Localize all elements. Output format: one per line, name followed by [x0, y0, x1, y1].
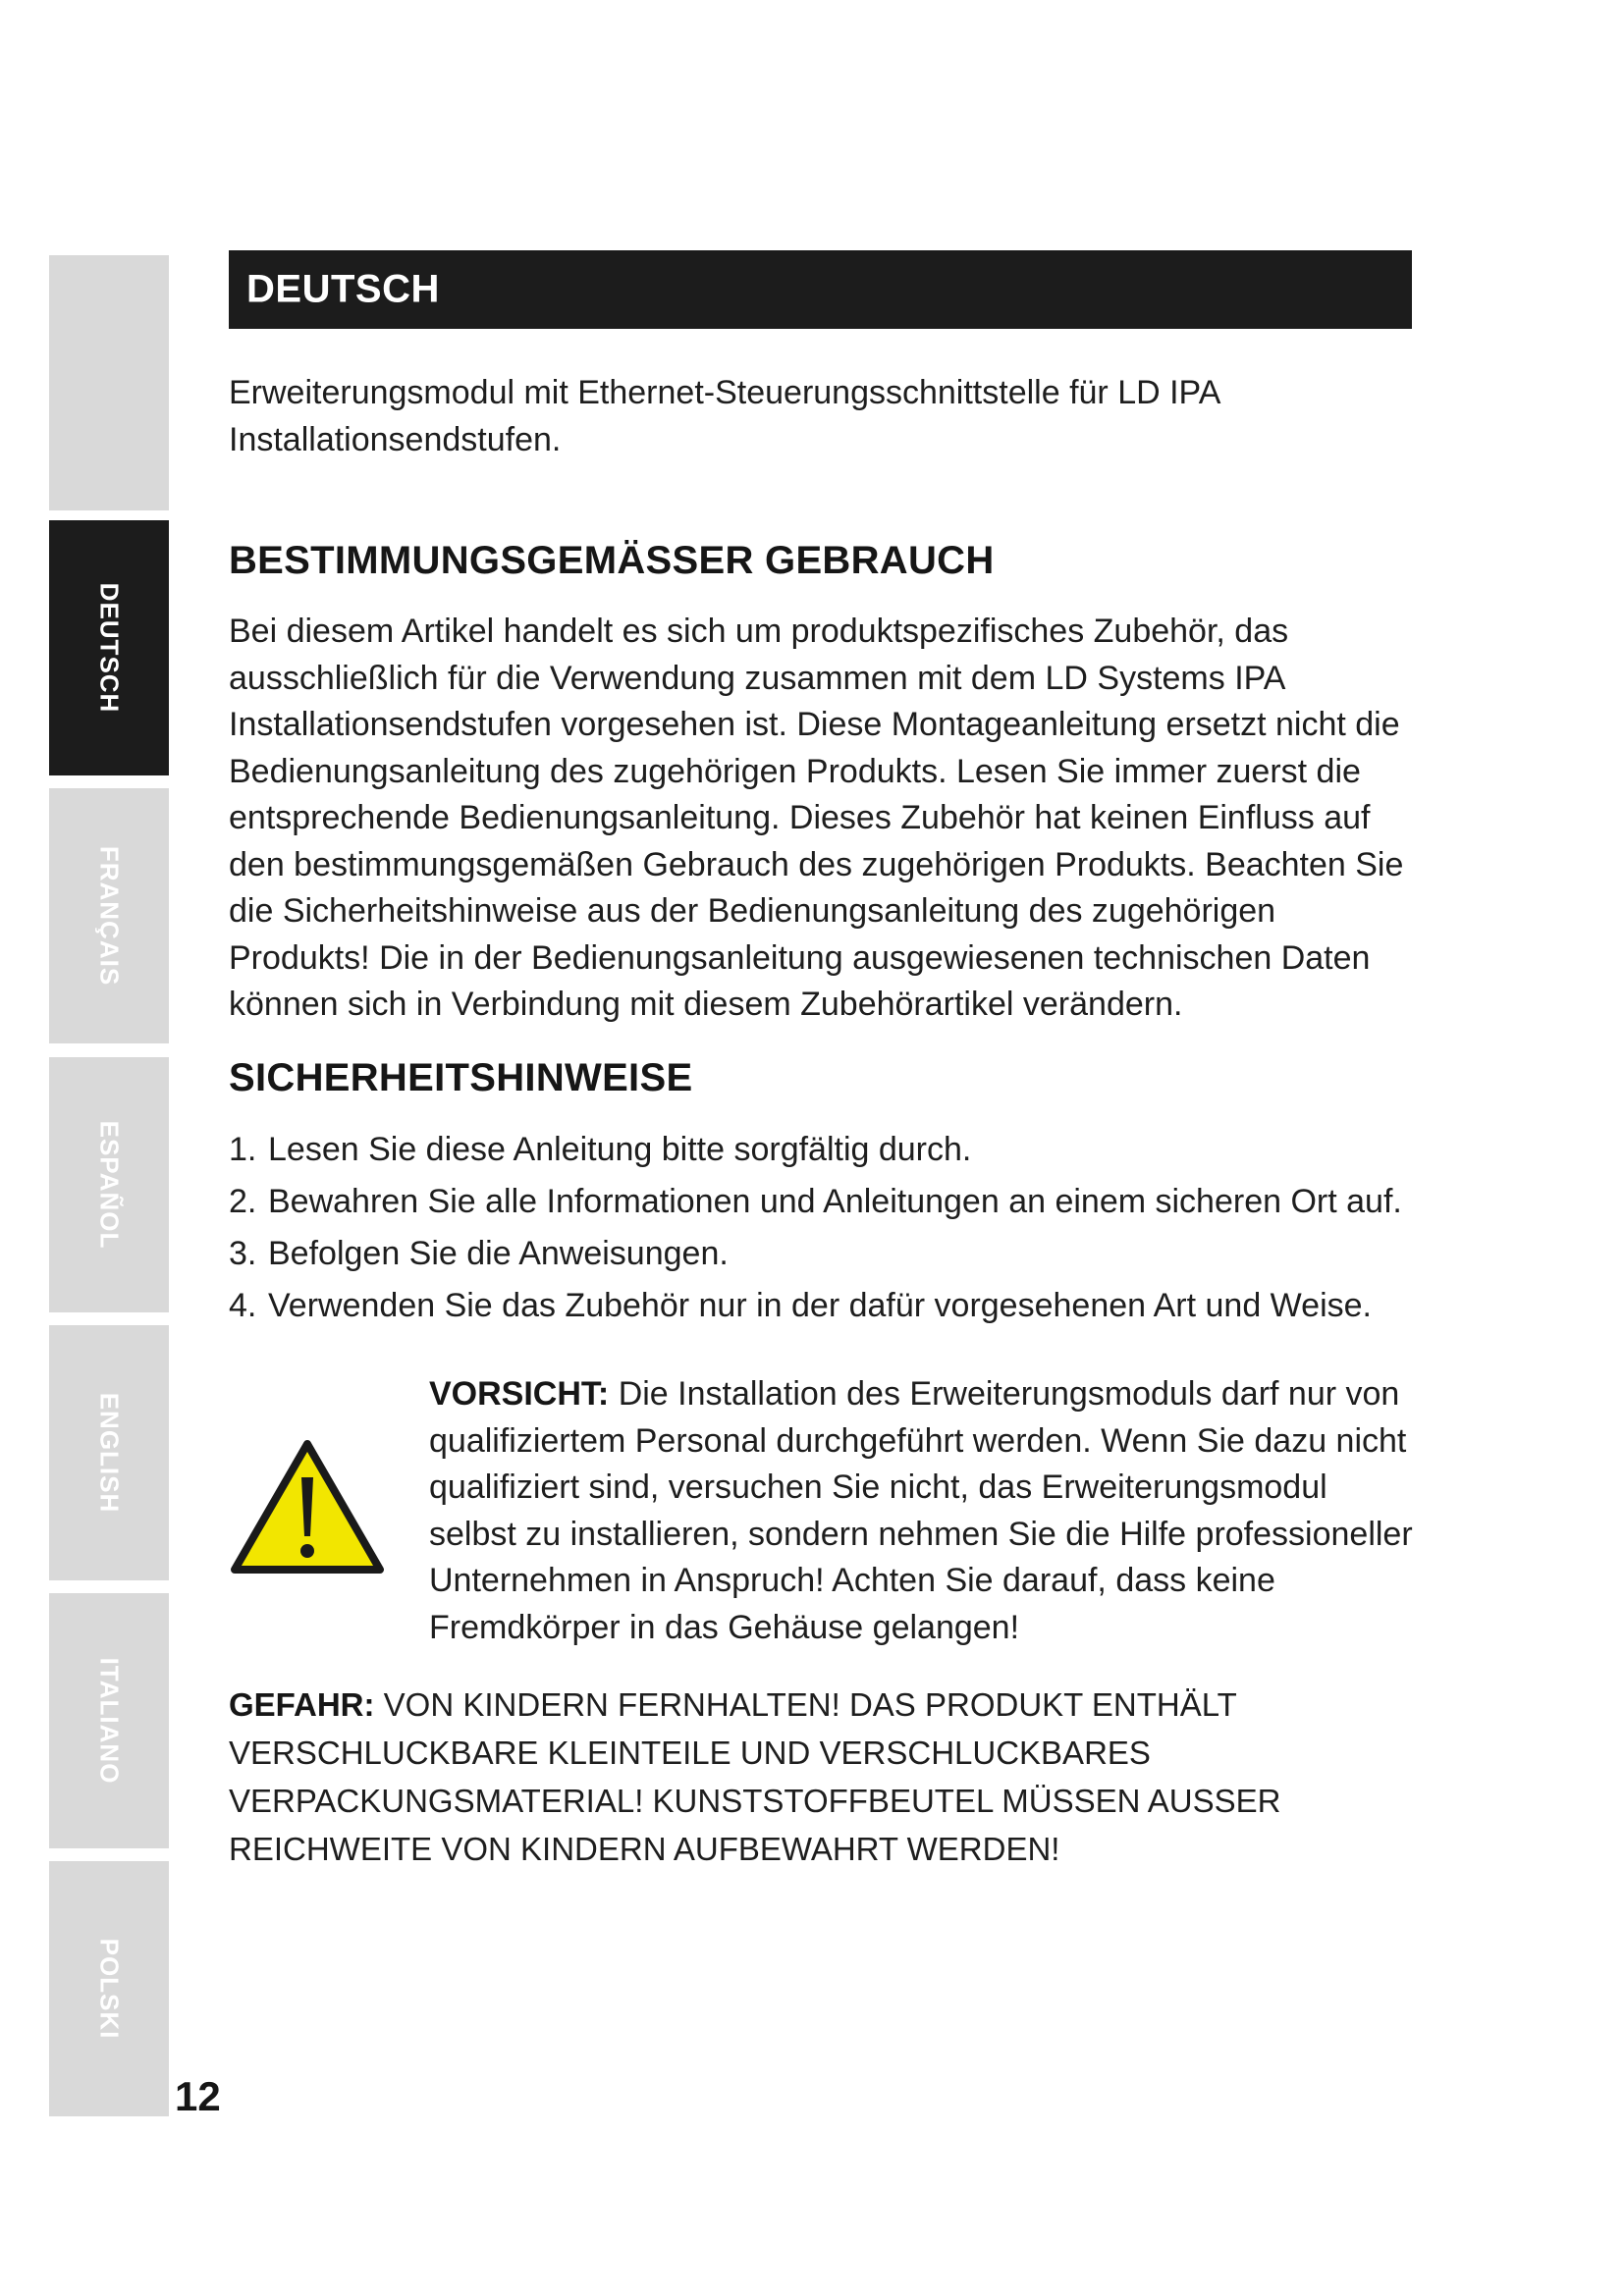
- safety-list: [229, 1124, 1417, 1332]
- caution-text: [429, 1371, 1421, 1651]
- caution-body: Die Installation des Erweiterungsmoduls darf nur von qualifiziertem Personal durchgeführt werden. Wenn Sie dazu nicht qualifiziert sind, versuchen Sie nicht, das Erweiterungsmodul selbst zu installieren, sondern nehmen Sie die Hilfe professioneller Unternehmen in Anspruch! Achten Sie darauf, dass keine Fremdkörper in das Gehäuse gelangen!: [429, 1375, 1413, 1646]
- intro-text: Erweiterungsmodul mit Ethernet-Steuerungsschnittstelle für LD IPA Installationsendstufen.: [229, 374, 1219, 458]
- danger-text: [229, 1681, 1422, 1873]
- page-title: DEUTSCH: [246, 267, 440, 311]
- language-tab-english[interactable]: [49, 1325, 169, 1580]
- list-item-number: 4.: [229, 1287, 257, 1324]
- language-tab-polski[interactable]: [49, 1861, 169, 2116]
- caution-label: VORSICHT:: [429, 1375, 610, 1413]
- language-tab-label: DEUTSCH: [94, 582, 125, 714]
- page-number: 12: [175, 2073, 221, 2119]
- language-tab-label: ENGLISH: [94, 1392, 125, 1514]
- language-tab-italiano[interactable]: [49, 1593, 169, 1848]
- danger-body: VON KINDERN FERNHALTEN! DAS PRODUKT ENTHÄLT VERSCHLUCKBARE KLEINTEILE UND VERSCHLUCKBARES VERPACKUNGSMATERIAL! KUNSTSTOFFBEUTEL MÜSSEN AUSSER REICHWEITE VON KINDERN AUFBEWAHRT WERDEN!: [229, 1686, 1281, 1867]
- list-item-text: Befolgen Sie die Anweisungen.: [268, 1235, 729, 1272]
- language-tab-label: ITALIANO: [94, 1657, 125, 1785]
- language-tab-label: POLSKI: [94, 1938, 125, 2040]
- list-item-text: Bewahren Sie alle Informationen und Anleitungen an einem sicheren Ort auf.: [268, 1183, 1402, 1220]
- intended-use-body: Bei diesem Artikel handelt es sich um produktspezifisches Zubehör, das ausschließlich für die Verwendung zusammen mit dem LD Systems IPA Installationsendstufen vorgesehen ist. Diese Montageanleitung ersetzt nicht die Bedienungsanleitung des zugehörigen Produkts. Lesen Sie immer zuerst die entsprechende Bedienungsanleitung. Dieses Zubehör hat keinen Einfluss auf den bestimmungsgemäßen Gebrauch des zugehörigen Produkts. Beachten Sie die Sicherheitshinweise aus der Bedienungsanleitung des zugehörigen Produkts! Die in der Bedienungsanleitung ausgewiesenen technischen Daten können sich in Verbindung mit diesem Zubehörartikel verändern.: [229, 613, 1404, 1023]
- language-tab-label: ESPAÑOL: [94, 1120, 125, 1250]
- warning-triangle-icon: [229, 1438, 386, 1575]
- list-item: [229, 1280, 1417, 1332]
- language-tab-francais[interactable]: [49, 788, 169, 1043]
- list-item-text: Lesen Sie diese Anleitung bitte sorgfältig durch.: [268, 1131, 972, 1168]
- list-item-number: 2.: [229, 1183, 257, 1220]
- intended-use-heading: BESTIMMUNGSGEMÄSSER GEBRAUCH: [229, 539, 995, 582]
- language-tab-espanol[interactable]: [49, 1057, 169, 1312]
- section-header-bar: [229, 250, 1412, 329]
- list-item-number: 3.: [229, 1235, 257, 1272]
- list-item-text: Verwenden Sie das Zubehör nur in der dafür vorgesehenen Art und Weise.: [268, 1287, 1372, 1324]
- danger-label: GEFAHR:: [229, 1686, 375, 1723]
- list-item: [229, 1176, 1417, 1228]
- list-item-number: 1.: [229, 1131, 257, 1168]
- list-item: [229, 1124, 1417, 1176]
- language-tab-label: FRANÇAIS: [94, 845, 125, 987]
- language-tab-blank[interactable]: [49, 255, 169, 510]
- list-item: [229, 1228, 1417, 1280]
- safety-heading: SICHERHEITSHINWEISE: [229, 1056, 693, 1099]
- language-tab-deutsch[interactable]: [49, 520, 169, 775]
